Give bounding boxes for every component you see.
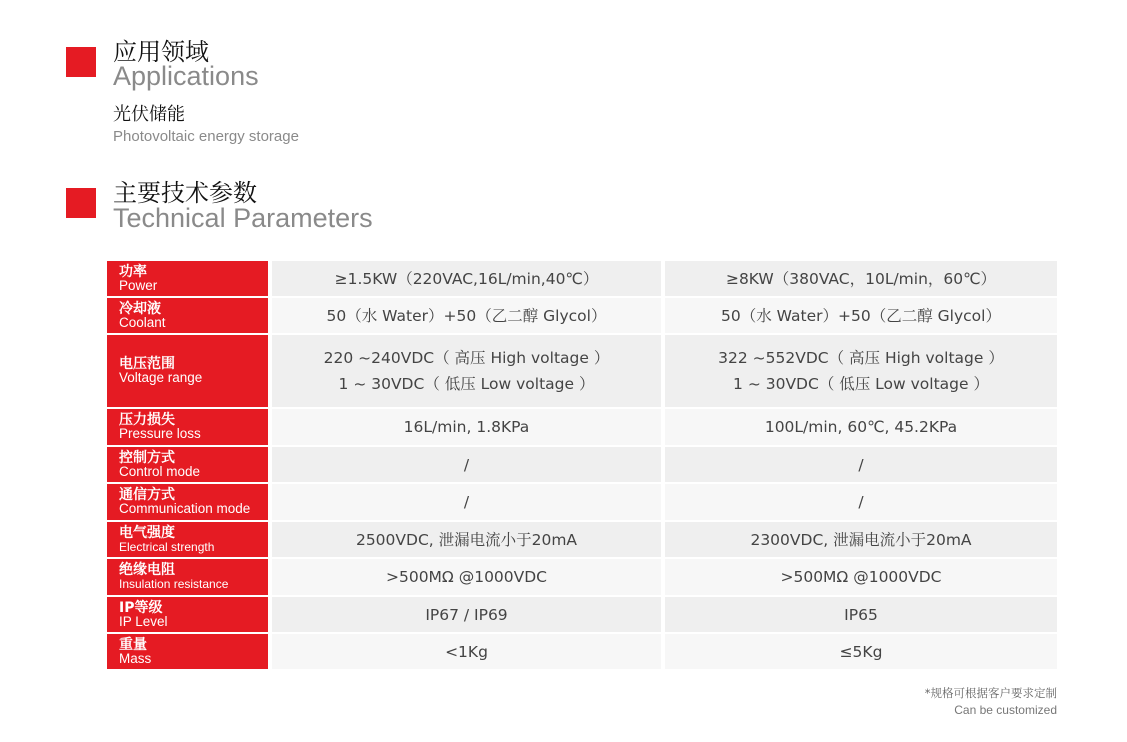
row-value-col1 (268, 335, 661, 409)
row-label-en: Control mode (119, 463, 201, 479)
value-line: ≥8KW（380VAC，10L/min，60℃） (725, 269, 997, 288)
table-row (107, 261, 1057, 298)
application-item-en: Photovoltaic energy storage (113, 128, 299, 145)
value-line: 1 ~ 30VDC（ 低压 Low voltage ） (338, 375, 595, 393)
row-label (107, 409, 268, 447)
value-line: 16L/min, 1.8KPa (403, 418, 530, 436)
value-line: >500MΩ @1000VDC (780, 568, 942, 586)
value-line: 50（水 Water）+50（乙二醇 Glycol） (326, 306, 607, 325)
row-label (107, 484, 268, 522)
value-line: IP65 (844, 605, 878, 624)
row-label-en: IP Level (119, 613, 168, 629)
row-label-zh: 功率 (119, 263, 147, 280)
applications-title-zh: 应用领域 (113, 38, 209, 66)
table-row (107, 484, 1057, 522)
row-value-col2 (661, 261, 1057, 298)
value-line: <1Kg (445, 642, 488, 661)
row-value-col1 (268, 447, 661, 484)
row-label-en: Voltage range (119, 370, 203, 385)
row-value-col1 (268, 261, 661, 298)
row-label-zh: 控制方式 (119, 449, 175, 466)
row-value-col2 (661, 522, 1057, 559)
row-label (107, 634, 268, 671)
table-row (107, 597, 1057, 634)
table-row (107, 634, 1057, 671)
parameters-table (107, 261, 1057, 671)
row-label (107, 559, 268, 597)
row-value-col1 (268, 409, 661, 447)
row-label-en: Insulation resistance (119, 577, 229, 591)
row-label-zh: 重量 (119, 636, 147, 653)
row-label-zh: 电压范围 (119, 356, 175, 372)
customization-note-zh: *规格可根据客户要求定制 (924, 686, 1057, 700)
row-label-zh: 压力损失 (119, 412, 175, 428)
value-line: / (463, 455, 470, 474)
table-row (107, 298, 1057, 335)
technical-title-zh: 主要技术参数 (113, 179, 257, 207)
row-value-col2 (661, 409, 1057, 447)
table-row (107, 447, 1057, 484)
row-label-zh: 通信方式 (119, 487, 175, 503)
row-label-en: Pressure loss (119, 426, 201, 441)
row-value-col2 (661, 447, 1057, 484)
value-line: ≤5Kg (839, 642, 883, 661)
row-value-col1 (268, 559, 661, 597)
value-line: 2500VDC, 泄漏电流小于20mA (355, 530, 578, 549)
value-line: >500MΩ @1000VDC (385, 568, 548, 586)
value-line: 1 ~ 30VDC（ 低压 Low voltage ） (733, 375, 989, 393)
row-label (107, 261, 268, 298)
customization-note-en: Can be customized (954, 703, 1057, 717)
row-value-col1 (268, 634, 661, 671)
row-value-col2 (661, 559, 1057, 597)
table-row (107, 409, 1057, 447)
value-line: 50（水 Water）+50（乙二醇 Glycol） (721, 306, 1001, 325)
technical-title-en: Technical Parameters (113, 203, 373, 233)
application-item-zh: 光伏储能 (113, 104, 185, 125)
value-line: / (858, 493, 864, 511)
row-label-zh: 电气强度 (119, 524, 175, 541)
table-row (107, 559, 1057, 597)
row-label-zh: 冷却液 (119, 300, 161, 317)
row-label (107, 522, 268, 559)
value-line: IP67 / IP69 (425, 605, 508, 624)
row-value-col2 (661, 484, 1057, 522)
row-label-en: Communication mode (119, 501, 251, 516)
row-label-en: Mass (119, 650, 152, 666)
row-label-en: Electrical strength (119, 539, 215, 554)
table-row (107, 522, 1057, 559)
row-value-col2 (661, 335, 1057, 409)
applications-title-en: Applications (113, 61, 259, 91)
row-label (107, 447, 268, 484)
value-line: 322 ~552VDC（ 高压 High voltage ） (718, 349, 1004, 367)
row-value-col1 (268, 522, 661, 559)
value-line: / (463, 493, 470, 511)
value-line: 220 ~240VDC（ 高压 High voltage ） (323, 349, 610, 367)
row-value-col2 (661, 634, 1057, 671)
row-label (107, 335, 268, 409)
section-marker-technical (66, 188, 96, 218)
value-line: 2300VDC, 泄漏电流小于20mA (750, 530, 972, 549)
row-value-col2 (661, 597, 1057, 634)
row-label-zh: 绝缘电阻 (119, 562, 175, 578)
table-row (107, 335, 1057, 409)
value-line: / (858, 455, 864, 474)
row-label-en: Power (119, 277, 158, 293)
value-line: ≥1.5KW（220VAC,16L/min,40℃） (334, 269, 599, 288)
row-value-col1 (268, 298, 661, 335)
row-value-col1 (268, 597, 661, 634)
row-label (107, 597, 268, 634)
row-value-col2 (661, 298, 1057, 335)
row-label-en: Coolant (119, 314, 166, 330)
row-label-zh: IP等级 (119, 599, 163, 616)
row-label (107, 298, 268, 335)
section-marker-applications (66, 47, 96, 77)
row-value-col1 (268, 484, 661, 522)
value-line: 100L/min, 60℃, 45.2KPa (764, 418, 958, 436)
